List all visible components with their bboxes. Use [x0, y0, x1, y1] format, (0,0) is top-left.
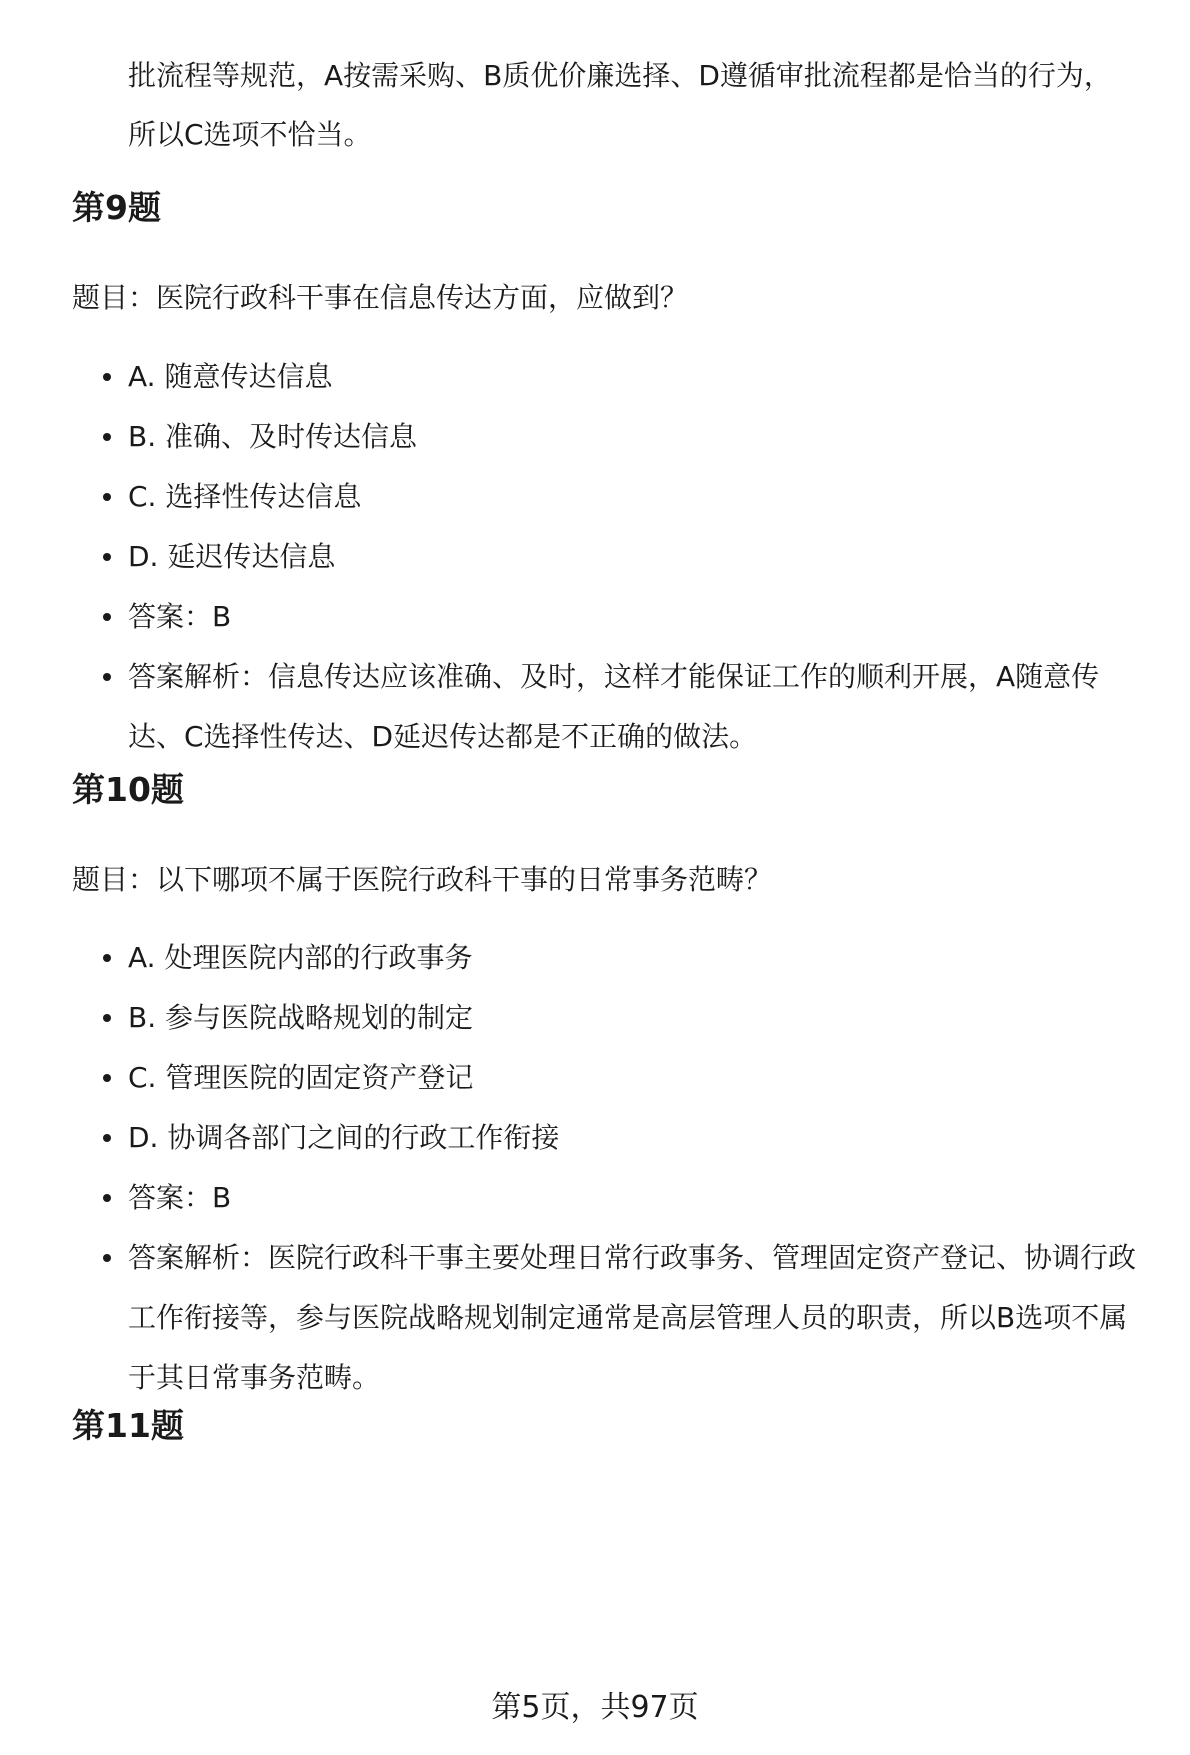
question-9-title: 第9题 [72, 188, 161, 227]
question-10-option-a: A. 处理医院内部的行政事务 [0, 928, 1138, 988]
bullet-icon [103, 613, 111, 621]
question-10-title: 第10题 [72, 770, 184, 809]
question-10-option-c: C. 管理医院的固定资产登记 [0, 1048, 1138, 1108]
question-9-list [0, 347, 1190, 767]
question-9-option-c: C. 选择性传达信息 [0, 467, 1138, 527]
bullet-icon [103, 433, 111, 441]
bullet-icon [103, 954, 111, 962]
page-number-footer: 第5页，共97页 [491, 1690, 699, 1725]
question-10-option-b: B. 参与医院战略规划的制定 [0, 988, 1138, 1048]
question-10-text: 题目：以下哪项不属于医院行政科干事的日常事务范畴？ [72, 863, 773, 896]
question-9-text: 题目：医院行政科干事在信息传达方面，应做到？ [72, 281, 689, 314]
bullet-icon [103, 553, 111, 561]
bullet-icon [103, 673, 111, 681]
bullet-icon [103, 493, 111, 501]
bullet-icon [103, 1254, 111, 1262]
question-9-option-d: D. 延迟传达信息 [0, 527, 1138, 587]
question-9-option-b: B. 准确、及时传达信息 [0, 407, 1138, 467]
previous-analysis-continuation: 批流程等规范，A按需采购、B质优价廉选择、D遵循审批流程都是恰当的行为，所以C选项不恰当。 [128, 59, 1112, 151]
question-9-option-a: A. 随意传达信息 [0, 347, 1138, 407]
question-10-answer: 答案：B [0, 1168, 1138, 1228]
question-10-analysis: 答案解析：医院行政科干事主要处理日常行政事务、管理固定资产登记、协调行政工作衔接等，参与医院战略规划制定通常是高层管理人员的职责，所以B选项不属于其日常事务范畴。 [0, 1228, 1138, 1408]
bullet-icon [103, 1014, 111, 1022]
question-10-list [0, 928, 1190, 1408]
question-9-analysis: 答案解析：信息传达应该准确、及时，这样才能保证工作的顺利开展，A随意传达、C选择性传达、D延迟传达都是不正确的做法。 [0, 647, 1138, 767]
bullet-icon [103, 1134, 111, 1142]
question-9-answer: 答案：B [0, 587, 1138, 647]
bullet-icon [103, 1074, 111, 1082]
bullet-icon [103, 373, 111, 381]
bullet-icon [103, 1194, 111, 1202]
question-11-title: 第11题 [72, 1406, 184, 1445]
question-10-option-d: D. 协调各部门之间的行政工作衔接 [0, 1108, 1138, 1168]
